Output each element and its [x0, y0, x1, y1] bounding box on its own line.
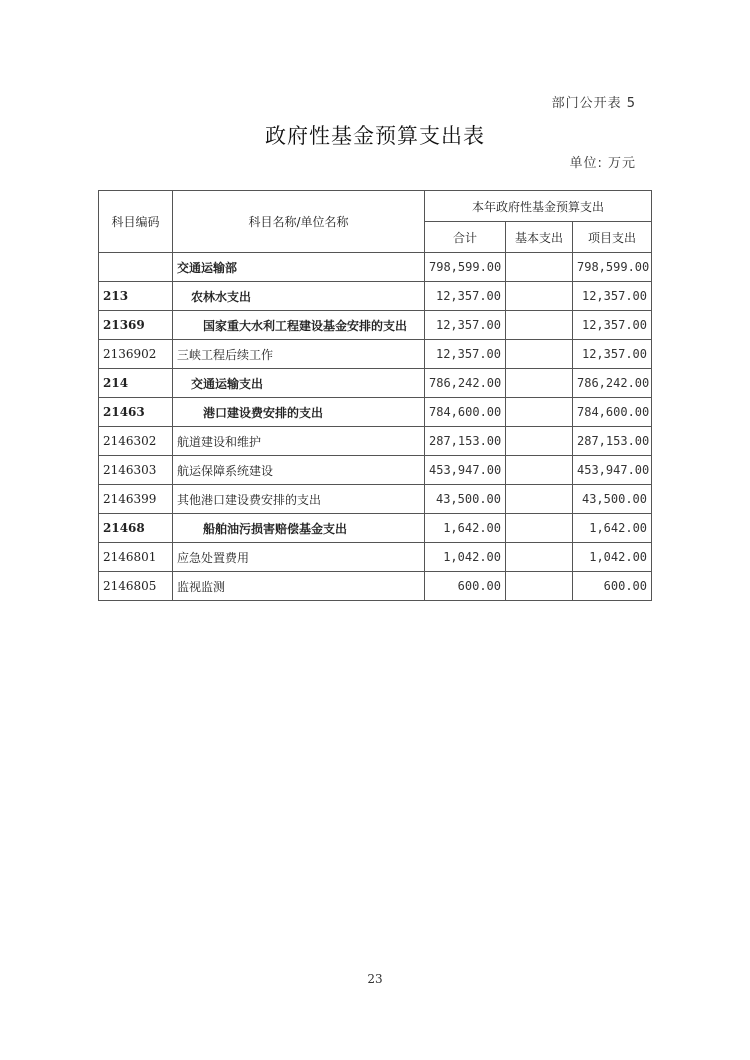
row-name	[173, 253, 425, 282]
page-number: 23	[367, 972, 383, 986]
table-row	[99, 398, 652, 427]
row-name-text: 航道建设和维护	[177, 434, 262, 449]
row-name	[173, 398, 425, 427]
row-name	[173, 340, 425, 369]
row-project: 287,153.00	[573, 427, 652, 456]
header-group: 本年政府性基金预算支出	[425, 191, 652, 222]
row-code: 21369	[99, 311, 173, 340]
row-name-text: 港口建设费安排的支出	[203, 405, 324, 420]
row-name	[173, 427, 425, 456]
row-code: 213	[99, 282, 173, 311]
row-basic	[506, 456, 573, 485]
header-project: 项目支出	[573, 222, 652, 253]
row-name	[173, 282, 425, 311]
row-code: 2146399	[99, 485, 173, 514]
table-row	[99, 427, 652, 456]
row-total: 786,242.00	[425, 369, 506, 398]
table-row	[99, 543, 652, 572]
row-project: 1,642.00	[573, 514, 652, 543]
row-name	[173, 572, 425, 601]
row-code: 214	[99, 369, 173, 398]
row-name-text: 交通运输支出	[191, 376, 264, 391]
row-code: 2146805	[99, 572, 173, 601]
row-project: 1,042.00	[573, 543, 652, 572]
table-row	[99, 485, 652, 514]
row-project: 12,357.00	[573, 340, 652, 369]
row-name	[173, 456, 425, 485]
row-basic	[506, 311, 573, 340]
row-basic	[506, 340, 573, 369]
row-basic	[506, 485, 573, 514]
row-basic	[506, 543, 573, 572]
row-code: 2146303	[99, 456, 173, 485]
row-code: 2146302	[99, 427, 173, 456]
row-name	[173, 514, 425, 543]
row-code: 21468	[99, 514, 173, 543]
row-basic	[506, 572, 573, 601]
row-name-text: 国家重大水利工程建设基金安排的支出	[203, 318, 408, 333]
row-total: 12,357.00	[425, 340, 506, 369]
header-total: 合计	[425, 222, 506, 253]
row-code	[99, 253, 173, 282]
row-basic	[506, 398, 573, 427]
row-total: 1,042.00	[425, 543, 506, 572]
row-name	[173, 369, 425, 398]
table-row	[99, 369, 652, 398]
row-basic	[506, 514, 573, 543]
table-row	[99, 253, 652, 282]
row-code: 2136902	[99, 340, 173, 369]
row-name	[173, 311, 425, 340]
row-name	[173, 485, 425, 514]
budget-table	[98, 190, 652, 601]
table-row	[99, 572, 652, 601]
row-total: 1,642.00	[425, 514, 506, 543]
row-project: 600.00	[573, 572, 652, 601]
row-total: 43,500.00	[425, 485, 506, 514]
row-name	[173, 543, 425, 572]
row-name-text: 交通运输部	[177, 260, 238, 275]
table-row	[99, 514, 652, 543]
row-project: 453,947.00	[573, 456, 652, 485]
row-project: 43,500.00	[573, 485, 652, 514]
row-name-text: 应急处置费用	[177, 550, 250, 565]
row-basic	[506, 282, 573, 311]
header-code: 科目编码	[99, 191, 173, 253]
unit-label: 单位: 万元	[569, 156, 636, 171]
row-total: 12,357.00	[425, 282, 506, 311]
row-total: 784,600.00	[425, 398, 506, 427]
table-row	[99, 456, 652, 485]
header-name: 科目名称/单位名称	[173, 191, 425, 253]
row-project: 12,357.00	[573, 282, 652, 311]
row-project: 798,599.00	[573, 253, 652, 282]
row-name-text: 监视监测	[177, 579, 226, 594]
row-project: 786,242.00	[573, 369, 652, 398]
row-project: 784,600.00	[573, 398, 652, 427]
table-row	[99, 340, 652, 369]
row-total: 287,153.00	[425, 427, 506, 456]
row-total: 600.00	[425, 572, 506, 601]
table-row	[99, 282, 652, 311]
row-name-text: 农林水支出	[191, 289, 252, 304]
row-code: 2146801	[99, 543, 173, 572]
row-basic	[506, 369, 573, 398]
row-name-text: 三峡工程后续工作	[177, 347, 274, 362]
row-name-text: 其他港口建设费安排的支出	[177, 492, 322, 507]
row-basic	[506, 253, 573, 282]
document-label: 部门公开表 5	[551, 96, 636, 111]
page-title: 政府性基金预算支出表	[265, 124, 485, 148]
row-name-text: 航运保障系统建设	[177, 463, 274, 478]
table-row	[99, 311, 652, 340]
row-basic	[506, 427, 573, 456]
row-code: 21463	[99, 398, 173, 427]
row-project: 12,357.00	[573, 311, 652, 340]
row-total: 12,357.00	[425, 311, 506, 340]
row-total: 453,947.00	[425, 456, 506, 485]
header-basic: 基本支出	[506, 222, 573, 253]
row-name-text: 船舶油污损害赔偿基金支出	[203, 521, 348, 536]
row-total: 798,599.00	[425, 253, 506, 282]
